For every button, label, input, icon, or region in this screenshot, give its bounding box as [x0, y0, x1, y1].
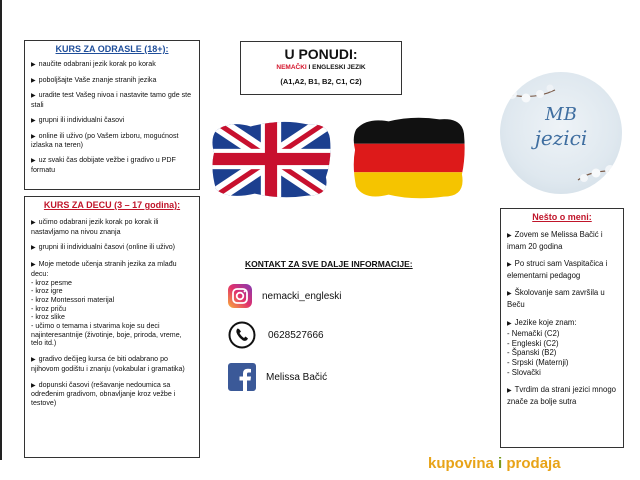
arrow-icon: ▶ — [31, 62, 36, 68]
logo-jezici-text: jezici — [534, 126, 588, 150]
offer-title: U PONUDI: — [284, 46, 358, 62]
arrow-icon: ▶ — [31, 157, 36, 164]
german-flag-image — [352, 115, 466, 201]
uk-flag-image — [210, 118, 332, 200]
adults-course-list — [31, 60, 193, 174]
arrow-icon: ▶ — [507, 233, 512, 239]
offer-box — [240, 41, 402, 95]
list-item: ▶ dopunski časovi (rešavanje nedoumica sa određenim gradivom, obnavljanje kroz vežbe i testove) — [31, 380, 176, 407]
arrow-icon: ▶ — [31, 133, 36, 140]
arrow-icon: ▶ — [31, 262, 36, 269]
arrow-icon: ▶ — [31, 245, 36, 252]
about-me-list — [507, 230, 617, 406]
list-item: ▶ Zovem se Melissa Bačić i imam 20 godina — [507, 230, 603, 251]
instagram-handle: nemacki_engleski — [262, 290, 342, 302]
about-me-title: Nešto o meni: — [532, 212, 592, 222]
adults-course-box — [24, 40, 200, 190]
phone-number: 0628527666 — [268, 329, 324, 341]
offer-levels: (A1,A2, B1, B2, C1, C2) — [280, 77, 362, 86]
mb-jezici-logo — [500, 72, 622, 194]
arrow-icon: ▶ — [31, 77, 36, 84]
list-item: ▶ naučite odabrani jezik korak po korak — [31, 60, 156, 68]
arrow-icon: ▶ — [507, 320, 512, 327]
phone-contact[interactable] — [228, 321, 324, 349]
list-item: ▶ Tvrdim da strani jezici mnogo znače za bolje sutra — [507, 385, 617, 406]
arrow-icon: ▶ — [507, 262, 512, 269]
watermark: kupovina i prodaja — [428, 455, 561, 472]
arrow-icon: ▶ — [31, 220, 36, 226]
arrow-icon: ▶ — [507, 291, 512, 298]
list-item: ▶ Moje metode učenja stranih jezika za mlađu decu: - kroz pesme - kroz igre - kroz Montessori materijal - kroz priču - kroz slike - učimo o temama i stvarima koje su deci najinteresantnije (životinje, boje, priroda, vreme, telo itd.) — [31, 260, 182, 348]
list-item: ▶ Jezike koje znam: - Nemački (C2) - Engleski (C2) - Španski (B2) - Srpski (Maternji) - Slovački — [507, 317, 577, 377]
list-item: ▶ uradite test Vašeg nivoa i nastavite tamo gde ste stali — [31, 91, 192, 110]
arrow-icon: ▶ — [31, 357, 36, 364]
arrow-icon: ▶ — [31, 93, 36, 100]
kids-course-box — [24, 196, 200, 458]
arrow-icon: ▶ — [31, 117, 36, 124]
kids-course-list — [31, 218, 193, 408]
list-item: ▶ grupni ili individualni časovi — [31, 115, 125, 124]
arrow-icon: ▶ — [31, 382, 36, 389]
about-me-box — [500, 208, 624, 448]
list-item: ▶ uz svaki čas dobijate vežbe i gradivo u PDF formatu — [31, 155, 176, 174]
list-item: ▶ poboljšajte Vaše znanje stranih jezika — [31, 75, 157, 84]
facebook-name: Melissa Bačić — [266, 371, 328, 383]
phone-icon — [228, 321, 256, 349]
instagram-icon — [228, 284, 252, 308]
contact-title: KONTAKT ZA SVE DALJE INFORMACIJE: — [245, 259, 413, 269]
list-item: ▶ gradivo dečijeg kursa će biti odabrano po njihovom godištu i znanju (vokabular i gramatika) — [31, 355, 185, 373]
instagram-contact[interactable] — [228, 284, 342, 308]
adults-course-title: KURS ZA ODRASLE (18+): — [55, 44, 169, 54]
list-item: ▶ Školovanje sam završila u Beču — [507, 288, 605, 309]
left-edge-line — [0, 0, 2, 460]
arrow-icon: ▶ — [507, 388, 512, 395]
offer-languages: NEMAČKI I ENGLESKI JEZIK — [276, 64, 366, 71]
list-item: ▶ Po struci sam Vaspitačica i elementarni pedagog — [507, 259, 608, 280]
kids-course-title: KURS ZA DECU (3 – 17 godina): — [43, 200, 181, 210]
logo-mb-text: MB — [545, 104, 577, 125]
facebook-contact[interactable] — [228, 363, 327, 391]
list-item: ▶ učimo odabrani jezik korak po korak ili nastavljamo na nivou znanja — [31, 218, 159, 236]
list-item: ▶ online ili uživo (po Vašem izboru, mogućnost izlaska na teren) — [31, 131, 179, 150]
list-item: ▶ grupni ili individualni časovi (online ili uživo) — [31, 243, 176, 252]
facebook-icon — [228, 363, 256, 391]
